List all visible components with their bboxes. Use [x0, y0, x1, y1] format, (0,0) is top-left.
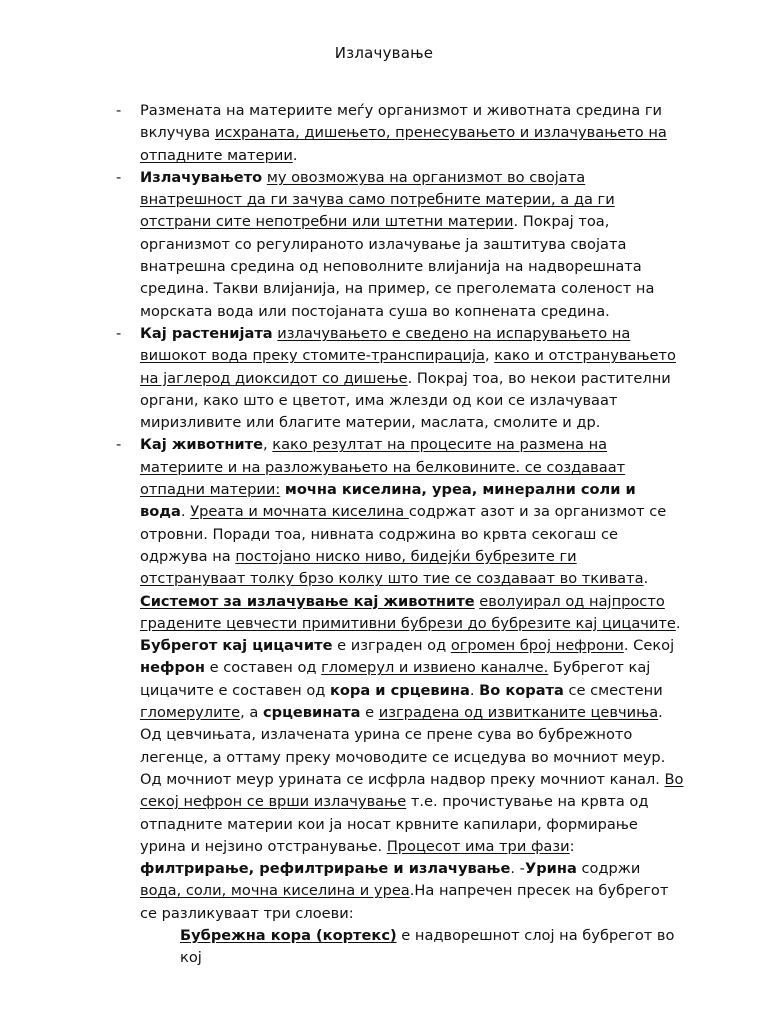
bold-text: Излачувањето [140, 168, 263, 186]
text: . [469, 681, 480, 699]
underlined-text: еволуирал од најпросто градените цевчести примитивни бубрези до бубрезите кај цицачите [140, 592, 676, 632]
underlined-text: вода, соли, мочна киселина и уреа [140, 882, 410, 900]
bold-underlined-text: Системот за излачување кај животните [140, 592, 475, 610]
bold-text: филтрирање, рефилтрирање и излачување [140, 860, 511, 878]
text: . Секој [623, 637, 675, 655]
text: е составен од [205, 659, 322, 677]
text: , [484, 347, 495, 365]
bullet-dash: - [116, 102, 122, 119]
bold-text: Кај животните [140, 436, 263, 454]
underlined-text: како резултат на процесите на размена на материите и на разложувањето на белковините. се создаваат отпадни материи: [140, 436, 626, 499]
text: Размената на материите меѓу организмот и животната средина ги вклучува [140, 102, 663, 142]
underlined-text: Уреата и мочната киселина [190, 503, 409, 521]
text: . [292, 146, 298, 164]
text: Бубрегот кај цицачите е составен од [140, 659, 651, 699]
bullet-dash: - [116, 324, 122, 342]
text: . [675, 614, 681, 632]
bold-text: кора и срцевина [329, 681, 470, 699]
bold-text: срцевината [262, 704, 361, 722]
underlined-text: изградена од извитканите цевчиња [378, 704, 659, 722]
paragraph-excretion [116, 167, 686, 323]
bold-text: Кај растенијата [140, 324, 273, 342]
underlined-text: како и отстранувањето на јаглерод диоксидот со дишење [140, 347, 676, 387]
bold-text: Урина [524, 860, 577, 878]
text: , а [240, 704, 263, 722]
text: е [360, 704, 379, 722]
paragraph-exchange [116, 100, 686, 167]
text: содржат азот и за организмот се отровни. Поради тоа, нивната содржина во крвта секогаш се одржува на [140, 503, 667, 565]
bold-text: нефрон [140, 659, 206, 677]
text: . [643, 570, 649, 588]
text: . Покрај тоа, во некои растителни органи, како што е цветот, има жлезди од кои се излачуваат миризливите или благите материи, маслата, смолите и др. [140, 369, 671, 432]
underlined-text: гломерул и извиено каналче. [321, 659, 549, 677]
text: . - [510, 860, 525, 878]
underlined-text: исхраната, дишењето, пренесувањето и излачувањето на отпадните материи [140, 124, 667, 164]
text: е изграден од [332, 637, 451, 655]
bold-text: Во кората [479, 681, 564, 699]
kidney-cortex-line [140, 925, 686, 970]
text: т.е. прочистување на крвта од отпадните материи кои ја носат крвните капилари, формирање урина и нејзино отстранување. [140, 793, 649, 855]
bullet-dash: - [116, 436, 122, 454]
document-body [116, 100, 686, 970]
underlined-text: огромен број нефрони [450, 637, 624, 655]
bold-text: Бубрегот кај цицачите [140, 637, 333, 655]
text: . Покрај тоа, организмот со регулираното излачување ја заштитува својата внатрешна средина од неповолните влијанија на надворешната средина. Такви влијанија, на пример, се преголемата соленост на морската вода или постојаната суша во копнената средина. [140, 213, 655, 320]
paragraph-animals [116, 434, 686, 969]
text: , [263, 436, 273, 454]
text: содржи [576, 860, 641, 878]
page-title: Излачување [334, 44, 434, 62]
text: . [180, 503, 191, 521]
underlined-text: Процесот има три фази [386, 837, 570, 855]
underlined-text: постојано ниско ниво, бидејќи бубрезите ги отстрануваат толку брзо колку што тие се создаваат во ткивата [140, 547, 644, 588]
text: се сместени [563, 681, 663, 699]
bullet-dash: - [116, 168, 122, 186]
text: .На напречен пресек на бубрегот се разликуваат три слоеви: [140, 882, 669, 922]
text: : [569, 837, 575, 855]
bold-underlined-text: Бубрежна кора (кортекс) [180, 926, 397, 944]
underlined-text: излачувањето е сведено на испарувањето на вишокот вода преку стомите-транспирација [140, 324, 631, 365]
paragraph-plants [116, 323, 686, 434]
text: е надворешнот слој на бубрегот во кој [180, 926, 675, 967]
underlined-text: Во секој нефрон се врши излачување [140, 770, 684, 811]
bold-text: мочна киселина, уреа, минерални соли и вода [140, 481, 636, 521]
underlined-text: гломерулите [140, 704, 241, 722]
text: . Од цевчињата, излачената урина се прене сува во бубрежното легенце, а оттаму преку мочоводите се исцедува во мочниот меур. Од мочниот меур урината се исфрла надвор преку мочниот канал. [140, 704, 666, 788]
underlined-text: му овозможува на организмот во својата внатрешност да ги зачува само потребните материи, а да ги отстрани сите непотребни или штетни материи [140, 168, 615, 231]
